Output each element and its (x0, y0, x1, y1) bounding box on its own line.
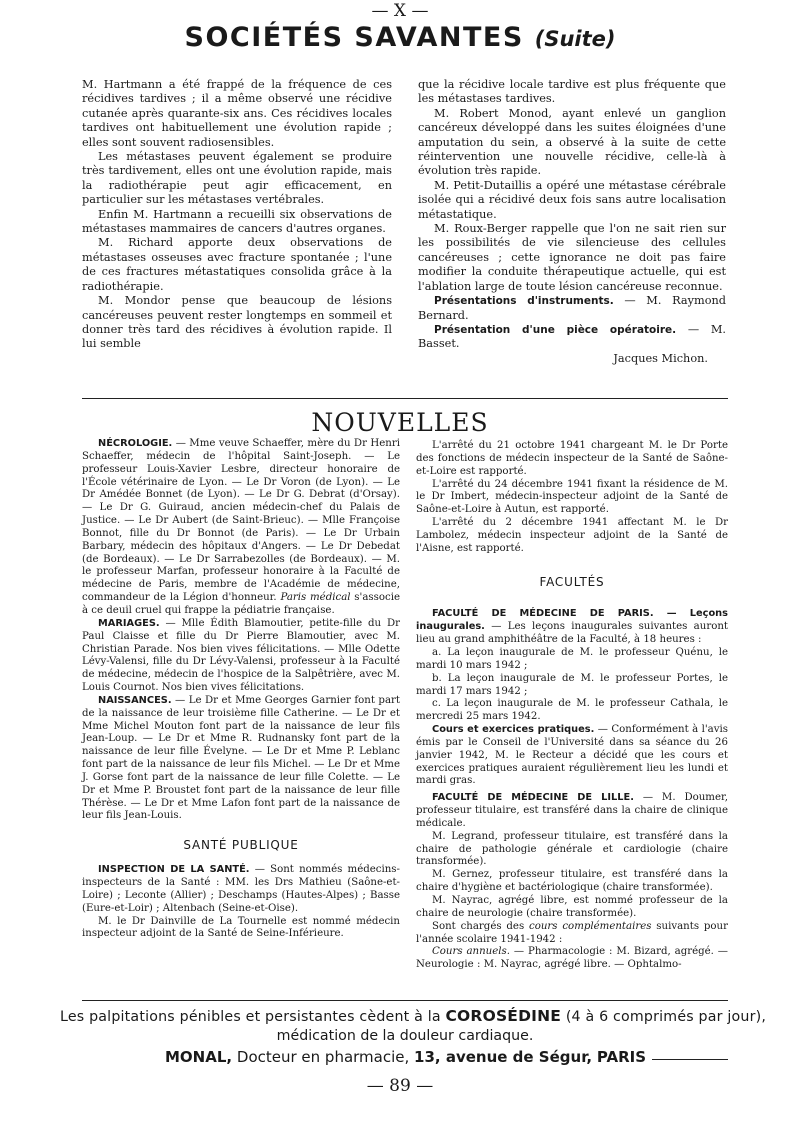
arrete-paragraph: L'arrêté du 24 décembre 1941 fixant la résidence de M. le Dr Imbert, médecin-inspecteur adjoint de la Santé de Saône-et-Loire à Autun, est rapporté. (416, 478, 728, 516)
nouvelles-right-column (416, 440, 728, 972)
societes-right-para: M. Robert Monod, ayant enlevé un ganglion cancéreux développé dans les suites éloignées d'une amputation du sein, a observé à la suite de cette réintervention une nouvelle récidive, celle-là à évolution très rapide. (418, 106, 726, 178)
charges-text-b: suivants pour l'année scolaire 1941-1942 : (416, 920, 728, 945)
societes-left-para: M. Hartmann a été frappé de la fréquence de ces récidives tardives ; il a même observé une récidive cutanée après quarante-six ans. Ces récidives locales tardives ont habituellement une évolution rapide ; elles sont souvent radiosensibles. (82, 78, 392, 149)
page-number: — 89 — (366, 1076, 434, 1096)
charges-text-a: Sont chargés des (432, 920, 525, 932)
section-title-text: SOCIÉTÉS SAVANTES (184, 22, 524, 53)
nouvelles-left-column (82, 438, 400, 941)
inspection-label: INSPECTION DE LA SANTÉ. (98, 864, 250, 876)
societes-right-para: M. Petit-Dutaillis a opéré une métastase cérébrale isolée qui a récidivé deux fois sans autre localisation métastatique. (418, 178, 726, 221)
necrologie-end: s'associe à ce deuil cruel qui frappe la pédiatrie française. (82, 592, 400, 616)
presentations-instruments (418, 294, 726, 323)
piece-author: — M. Basset. (418, 322, 727, 351)
necrologie-journal: Paris médical (280, 592, 351, 604)
section-title-suite: (Suite) (534, 27, 616, 51)
naissances-text: — Le Dr et Mme Georges Garnier font part de la naissance de leur troisième fille Catherine. — Le Dr et Mme Michel Mouton font part de la naissance de leur fils Jean-Loup. — Le Dr et Mme R. Rudnansky font part de la naissance de leur fille Évelyne. — Le Dr et Mme P. Leblanc font part de la naissance de leur fils Michel. — Le Dr et Mme J. Gorse font part de la naissance de leur fille Colette. — Le Dr et Mme P. Broustet font part de la naissance de leur fille Thérèse. — Le Dr et Mme Lafon font part de la naissance de leur fils Jean-Louis. (82, 694, 400, 822)
paris-paragraph (416, 608, 728, 647)
presentations-author: — M. Raymond Bernard. (418, 294, 727, 322)
advert-address: 13, avenue de Ségur, (414, 1048, 593, 1066)
charges-italic: cours complémentaires (529, 920, 652, 932)
arrete-paragraph: L'arrêté du 21 octobre 1941 chargeant M. le Dr Porte des fonctions de médecin inspecteur de la Santé de Saône-et-Loire est rapporté. (416, 440, 728, 477)
necrologie-paragraph (82, 438, 400, 618)
advert-line-3 (165, 1048, 765, 1066)
advert-docteur: Docteur en pharmacie, (236, 1048, 410, 1066)
lecon-item: b. La leçon inaugurale de M. le professeur Portes, le mardi 17 mars 1942 ; (416, 672, 728, 697)
lille-label: FACULTÉ DE MÉDECINE DE LILLE. (432, 792, 634, 804)
paris-text: — Les leçons inaugurales suivantes auront lieu au grand amphithéâtre de la Faculté, à 18 heures : (416, 621, 728, 646)
section-title (0, 22, 800, 53)
cours-paragraph (416, 724, 728, 788)
piece-author2: Jacques Michon. (613, 351, 708, 365)
advert-line-1 (60, 1007, 767, 1025)
charges-paragraph (416, 921, 728, 947)
advert-brand: COROSÉDINE (445, 1007, 562, 1025)
lille-para: M. Gernez, professeur titulaire, est transféré dans la chaire d'hygiène et bactériologique (chaire transformée). (416, 869, 728, 894)
annuels-label: Cours annuels. (432, 946, 510, 958)
lille-text: — M. Doumer, professeur titulaire, est transféré dans la chaire de clinique médicale. (416, 792, 728, 829)
facultes-heading: FACULTÉS (539, 574, 605, 589)
mariages-paragraph (82, 618, 400, 695)
mariages-label: MARIAGES. (98, 617, 160, 629)
inspection-paragraph (82, 864, 400, 915)
piece-label: Présentation d'une pièce opératoire. (434, 323, 677, 336)
societes-right-para: que la récidive locale tardive est plus fréquente que les métastases tardives. (418, 78, 726, 106)
societes-left-para: M. Mondor pense que beaucoup de lésions cancéreuses peuvent rester longtemps en sommeil et donner très tard des récidives à évolution rapide. Il lui semble (82, 294, 392, 351)
lille-para: M. Legrand, professeur titulaire, est transféré dans la chaire de pathologie générale et cardiologie (chaire transformée). (416, 830, 728, 868)
lille-paragraph (416, 792, 728, 831)
nouvelles-title: NOUVELLES (311, 408, 489, 437)
lille-para: M. Nayrac, agrégé libre, est nommé professeur de la chaire de neurologie (chaire transformée). (416, 895, 728, 919)
societes-left-column (82, 78, 392, 352)
mariages-text: — Mlle Édith Blamoutier, petite-fille du Dr Paul Claisse et fille du Dr Pierre Blamoutier, avec M. Christian Parade. Nos bien vives félicitations. — Mlle Odette Lévy-Valensi, fille du Dr Lévy-Valensi, professeur à la Faculté de médecine, médecin de l'hospice de la Salpêtrière, avec M. Louis Cournot. Nos bien vives félicitations. (82, 617, 400, 694)
annuels-text: — Pharmacologie : M. Bizard, agrégé. — Neurologie : M. Nayrac, agrégé libre. — Ophtalmo- (416, 946, 728, 971)
societes-left-para: Les métastases peuvent également se produire très tardivement, elles ont une évolution rapide, mais la radiothérapie peut agir efficacement, en particulier sur les métastases vertébrales. (82, 150, 392, 207)
lecon-item: a. La leçon inaugurale de M. le professeur Quénu, le mardi 10 mars 1942 ; (416, 646, 728, 671)
arrete-paragraph: L'arrêté du 2 décembre 1941 affectant M. le Dr Lambolez, médecin inspecteur adjoint de la Santé de l'Aisne, est rapporté. (416, 517, 728, 554)
advert-paris: PARIS (596, 1048, 647, 1066)
presentations-label: Présentations d'instruments. (434, 295, 614, 308)
paris-label: FACULTÉ DE MÉDECINE DE PARIS. — Leçons inaugurales. (416, 608, 728, 633)
societes-left-para: Enfin M. Hartmann a recueilli six observations de métastases mammaires de cancers d'autres organes. (82, 207, 392, 236)
section-divider (82, 398, 728, 399)
advert-line-2: médication de la douleur cardiaque. (276, 1028, 534, 1044)
societes-left-para: M. Richard apporte deux observations de métastases osseuses avec fracture spontanée ; l'une de ces fractures métastatiques consolida grâce à la radiothérapie. (82, 236, 392, 293)
advert-line1-b: (4 à 6 comprimés par jour), (565, 1009, 767, 1025)
inspection-text: — Sont nommés médecins-inspecteurs de la Santé : MM. les Drs Mathieu (Saône-et-Loire) ; Leconte (Allier) ; Deschamps (Hautes-Alpes) ; Basse (Eure-et-Loir) ; Altenbach (Seine-et-Oise). (82, 864, 400, 914)
necrologie-label: NÉCROLOGIE. (98, 438, 173, 449)
lecon-item: c. La leçon inaugurale de M. le professeur Cathala, le mercredi 25 mars 1942. (416, 698, 728, 723)
cours-label: Cours et exercices pratiques. (432, 724, 595, 736)
sante-publique-heading: SANTÉ PUBLIQUE (183, 838, 299, 853)
piece-operatoire (418, 323, 726, 352)
naissances-paragraph (82, 695, 400, 823)
advert-line1-a: Les palpitations pénibles et persistantes cèdent à la (60, 1009, 441, 1025)
cours-text: — Conformément à l'avis émis par le Conseil de l'Université dans sa séance du 26 janvier 1942, M. le Recteur a décidé que les cours et exercices pratiques auraient régulièrement lieu les lundi et mardi gras. (416, 724, 728, 787)
cours-annuels-paragraph (416, 946, 728, 972)
necrologie-text: — Mme veuve Schaeffer, mère du Dr Henri Schaeffer, médecin de l'hôpital Saint-Joseph. — Le professeur Louis-Xavier Lesbre, directeur honoraire de l'École vétérinaire de Lyon. — Le Dr Voron (de Lyon). — Le Dr Amédée Bonnet (de Lyon). — Le Dr G. Debrat (d'Orsay). — Le Dr G. Guiraud, ancien médecin-chef du Palais de Justice. — Le Dr Aubert (de Saint-Brieuc). — Mlle Françoise Bonnot, fille du Dr Bonnot (de Paris). — Le Dr Urbain Barbary, médecin des hôpitaux d'Angers. — Le Dr Debedat (de Bordeaux). — Le Dr Sarrabezolles (de Bordeaux). — M. le professeur Marfan, professeur honoraire à la Faculté de médecine de Paris, membre de l'Académie de médecine, commandeur de la Légion d'honneur. (82, 438, 400, 604)
advert-top-rule (82, 1000, 728, 1001)
societes-right-para: M. Roux-Berger rappelle que l'on ne sait rien sur les possibilités de vie silencieuse des cellules cancéreuses ; cette ignorance ne doit pas faire modifier la conduite thérapeutique actuelle, qui est l'ablation large de toute lésion cancéreuse reconnue. (418, 222, 726, 293)
societes-right-column (418, 78, 726, 366)
advert-trailing-rule (652, 1059, 728, 1060)
page-roman-number: — X — (371, 1, 429, 21)
advert-monal: MONAL, (165, 1048, 233, 1066)
naissances-label: NAISSANCES. (98, 694, 172, 706)
inspection-paragraph-2: M. le Dr Dainville de La Tournelle est nommé médecin inspecteur adjoint de la Santé de Seine-Inférieure. (82, 915, 400, 940)
